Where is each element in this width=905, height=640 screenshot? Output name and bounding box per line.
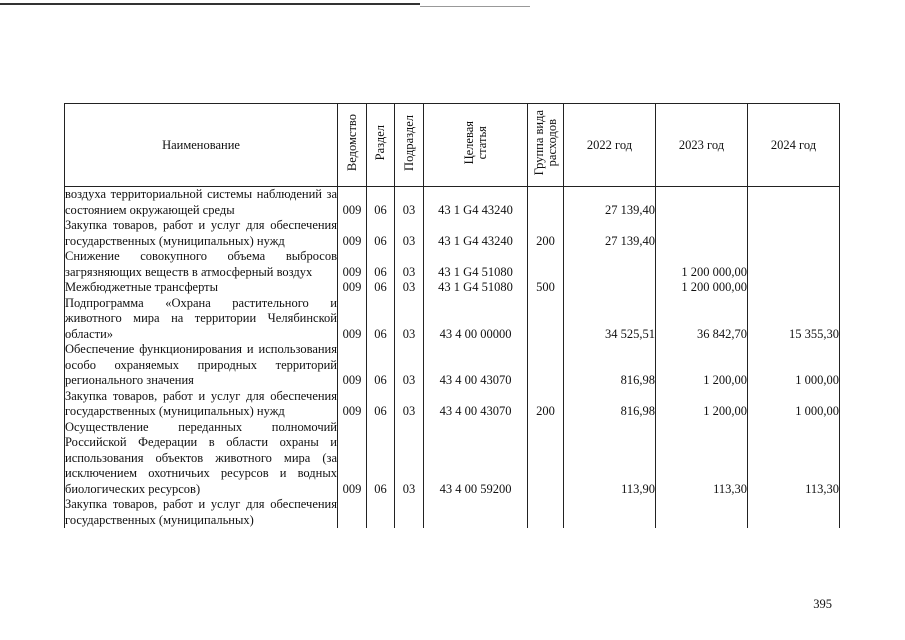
cell-name: Обеспечение функционирования и использования особо охраняемых природных территорий регионального значения — [65, 342, 337, 387]
cell-subsection: 03 — [395, 420, 424, 498]
cell-section: 06 — [367, 218, 395, 249]
cell-2023: 1 200 000,00 — [656, 280, 748, 296]
header-2022: 2022 год — [564, 104, 656, 187]
cell-2023: 1 200,00 — [656, 389, 748, 420]
cell-exp-group: 200 — [528, 389, 564, 420]
table-row — [65, 187, 840, 219]
cell-2022 — [564, 280, 656, 296]
cell-section: 06 — [367, 280, 395, 296]
cell-dept: 009 — [338, 342, 367, 389]
table-row — [65, 420, 840, 498]
cell-section: 06 — [367, 249, 395, 280]
cell-target: 43 1 G4 43240 — [424, 187, 528, 219]
cell-2023: 1 200 000,00 — [656, 249, 748, 280]
cell-2023 — [656, 497, 748, 528]
cell-2024 — [748, 218, 840, 249]
cell-dept: 009 — [338, 296, 367, 343]
cell-target: 43 1 G4 51080 — [424, 249, 528, 280]
table-row — [65, 249, 840, 280]
cell-target — [424, 497, 528, 528]
table-row — [65, 296, 840, 343]
cell-2024: 1 000,00 — [748, 342, 840, 389]
cell-dept: 009 — [338, 389, 367, 420]
cell-subsection: 03 — [395, 280, 424, 296]
cell-2023: 1 200,00 — [656, 342, 748, 389]
cell-subsection: 03 — [395, 389, 424, 420]
cell-exp-group — [528, 497, 564, 528]
cell-dept — [338, 497, 367, 528]
cell-target: 43 1 G4 43240 — [424, 218, 528, 249]
cell-section: 06 — [367, 420, 395, 498]
cell-2022 — [564, 497, 656, 528]
table-row — [65, 497, 840, 528]
cell-name: Межбюджетные трансферты — [65, 280, 338, 296]
cell-dept: 009 — [338, 218, 367, 249]
header-2024: 2024 год — [748, 104, 840, 187]
header-target: Целевая статья — [424, 104, 528, 187]
cell-subsection: 03 — [395, 249, 424, 280]
cell-dept: 009 — [338, 420, 367, 498]
cell-section: 06 — [367, 187, 395, 219]
cell-dept: 009 — [338, 249, 367, 280]
cell-2024 — [748, 280, 840, 296]
header-2023: 2023 год — [656, 104, 748, 187]
cell-target: 43 4 00 00000 — [424, 296, 528, 343]
cell-2024 — [748, 187, 840, 219]
cell-2024 — [748, 497, 840, 528]
cell-subsection: 03 — [395, 218, 424, 249]
cell-subsection: 03 — [395, 187, 424, 219]
cell-name: Закупка товаров, работ и услуг для обеспечения государственных (муниципальных) нужд — [65, 388, 337, 418]
cell-target: 43 4 00 43070 — [424, 389, 528, 420]
cell-2022: 816,98 — [564, 389, 656, 420]
cell-2022 — [564, 249, 656, 280]
cell-target: 43 4 00 43070 — [424, 342, 528, 389]
cell-2023: 113,30 — [656, 420, 748, 498]
header-dept: Ведомство — [338, 104, 367, 187]
table-row — [65, 280, 840, 296]
budget-table — [64, 103, 840, 528]
cell-name: Закупка товаров, работ и услуг для обеспечения государственных (муниципальных) — [65, 497, 337, 527]
cell-2022: 113,90 — [564, 420, 656, 498]
scan-edge-line-faint — [420, 6, 530, 7]
cell-2022: 27 139,40 — [564, 218, 656, 249]
header-exp-group: Группа вида расходов — [528, 104, 564, 187]
cell-name: Снижение совокупного объема выбросов загрязняющих веществ в атмосферный воздух — [65, 249, 337, 279]
cell-dept: 009 — [338, 187, 367, 219]
header-section: Раздел — [367, 104, 395, 187]
cell-exp-group — [528, 296, 564, 343]
cell-target: 43 1 G4 51080 — [424, 280, 528, 296]
cell-section: 06 — [367, 389, 395, 420]
cell-exp-group — [528, 420, 564, 498]
cell-subsection: 03 — [395, 296, 424, 343]
page-number: 395 — [813, 597, 832, 611]
cell-exp-group: 200 — [528, 218, 564, 249]
header-name: Наименование — [65, 104, 338, 187]
table-row — [65, 342, 840, 389]
cell-2023: 36 842,70 — [656, 296, 748, 343]
cell-dept: 009 — [338, 280, 367, 296]
cell-subsection — [395, 497, 424, 528]
table-row — [65, 218, 840, 249]
table-row — [65, 389, 840, 420]
table-header-row — [65, 104, 840, 187]
cell-2022: 27 139,40 — [564, 187, 656, 219]
cell-name: Подпрограмма «Охрана растительного и животного мира на территории Челябинской области» — [65, 295, 337, 341]
cell-section: 06 — [367, 296, 395, 343]
cell-exp-group — [528, 249, 564, 280]
cell-2023 — [656, 218, 748, 249]
cell-exp-group — [528, 187, 564, 219]
cell-section — [367, 497, 395, 528]
cell-2022: 34 525,51 — [564, 296, 656, 343]
cell-2024: 15 355,30 — [748, 296, 840, 343]
cell-2024 — [748, 249, 840, 280]
scan-edge-line — [0, 3, 420, 5]
cell-name: воздуха территориальной системы наблюдений за состоянием окружающей среды — [65, 187, 337, 217]
cell-2022: 816,98 — [564, 342, 656, 389]
cell-2023 — [656, 187, 748, 219]
cell-2024: 113,30 — [748, 420, 840, 498]
cell-exp-group: 500 — [528, 280, 564, 296]
cell-2024: 1 000,00 — [748, 389, 840, 420]
cell-exp-group — [528, 342, 564, 389]
cell-name: Закупка товаров, работ и услуг для обеспечения государственных (муниципальных) нужд — [65, 218, 337, 248]
cell-section: 06 — [367, 342, 395, 389]
cell-name: Осуществление переданных полномочий Российской Федерации в области охраны и использования объектов животного мира (за исключением охотничьих ресурсов и водных биологических ресурсов) — [65, 419, 337, 496]
cell-target: 43 4 00 59200 — [424, 420, 528, 498]
header-subsection: Подраздел — [395, 104, 424, 187]
cell-subsection: 03 — [395, 342, 424, 389]
